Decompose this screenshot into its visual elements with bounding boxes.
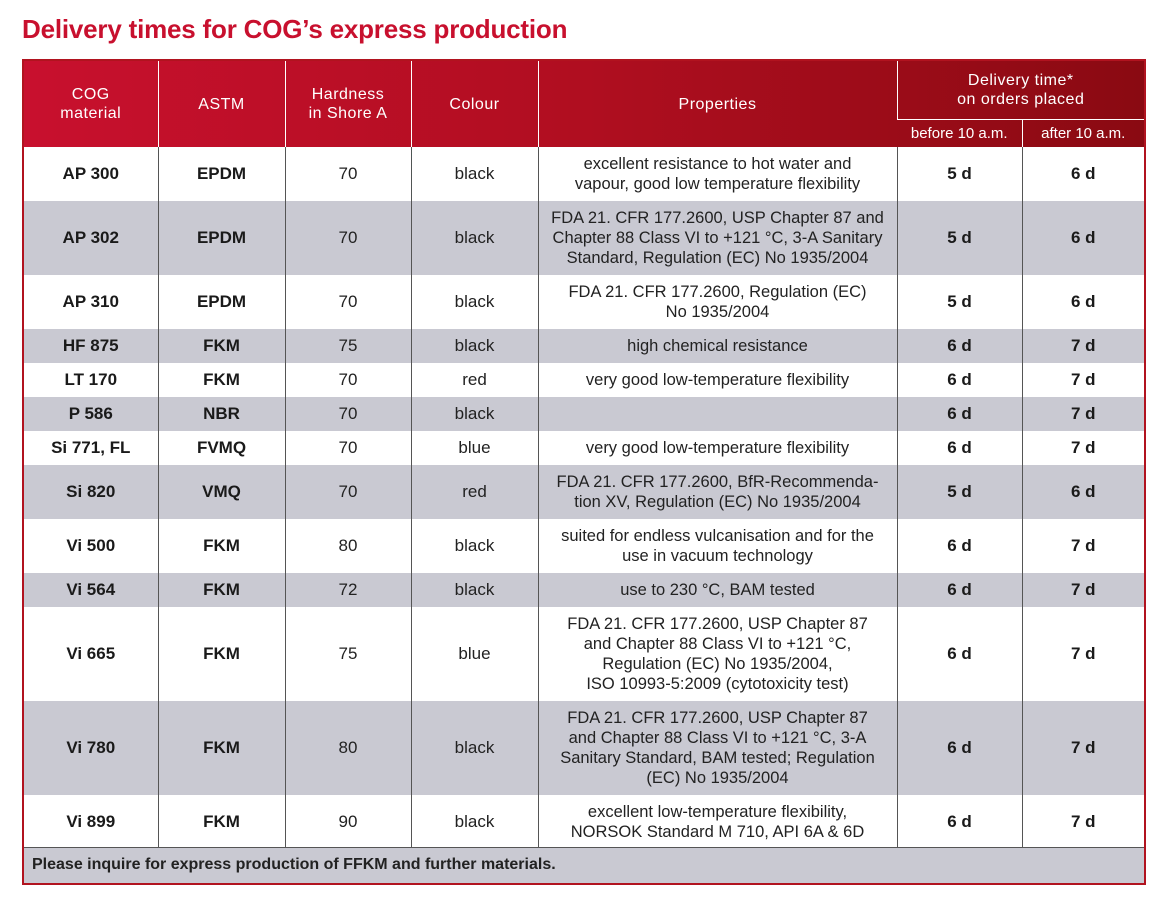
table-row (24, 275, 1144, 329)
hardness-cell: 72 (285, 573, 411, 607)
material-cell: LT 170 (24, 363, 158, 397)
header-hardness: Hardness in Shore A (285, 61, 411, 147)
hardness-cell: 70 (285, 465, 411, 519)
properties-line: suited for endless vulcanisation and for the (561, 527, 874, 545)
colour-cell: black (411, 573, 538, 607)
delivery-after-cell: 7 d (1022, 431, 1144, 465)
properties-line: very good low-temperature flexibility (585, 371, 850, 389)
delivery-before-cell: 6 d (897, 363, 1022, 397)
header-properties: Properties (538, 61, 897, 147)
colour-cell: black (411, 147, 538, 201)
header-row (24, 61, 1144, 119)
colour-cell: red (411, 465, 538, 519)
hardness-cell: 80 (285, 701, 411, 795)
hardness-cell: 80 (285, 519, 411, 573)
properties-line: (EC) No 1935/2004 (646, 769, 789, 787)
properties-cell (538, 701, 897, 795)
material-cell: Vi 665 (24, 607, 158, 701)
properties-line: tion XV, Regulation (EC) No 1935/2004 (574, 493, 861, 511)
material-cell: Vi 780 (24, 701, 158, 795)
delivery-before-cell: 6 d (897, 701, 1022, 795)
header-astm: ASTM (158, 61, 285, 147)
hardness-cell: 70 (285, 431, 411, 465)
astm-cell: EPDM (158, 275, 285, 329)
hardness-cell: 70 (285, 275, 411, 329)
material-cell: HF 875 (24, 329, 158, 363)
properties-cell (538, 465, 897, 519)
colour-cell: black (411, 397, 538, 431)
delivery-after-cell: 7 d (1022, 363, 1144, 397)
astm-cell: EPDM (158, 201, 285, 275)
material-cell: Vi 500 (24, 519, 158, 573)
colour-cell: black (411, 275, 538, 329)
delivery-before-cell: 6 d (897, 431, 1022, 465)
delivery-table (24, 61, 1144, 849)
properties-cell (538, 201, 897, 275)
delivery-before-cell: 6 d (897, 519, 1022, 573)
delivery-after-cell: 6 d (1022, 201, 1144, 275)
delivery-after-cell: 6 d (1022, 275, 1144, 329)
astm-cell: FKM (158, 573, 285, 607)
delivery-before-cell: 6 d (897, 329, 1022, 363)
header-material: COG material (60, 86, 122, 122)
hardness-cell: 90 (285, 795, 411, 849)
properties-line: FDA 21. CFR 177.2600, USP Chapter 87 (567, 709, 868, 727)
colour-cell: blue (411, 607, 538, 701)
delivery-before-cell: 5 d (897, 147, 1022, 201)
table-row (24, 201, 1144, 275)
hardness-cell: 70 (285, 397, 411, 431)
hardness-cell: 75 (285, 329, 411, 363)
properties-line: NORSOK Standard M 710, API 6A & 6D (570, 823, 865, 841)
footer-note: Please inquire for express production of FFKM and further materials. (24, 847, 1144, 883)
table-body (24, 147, 1144, 849)
astm-cell: VMQ (158, 465, 285, 519)
properties-line: FDA 21. CFR 177.2600, USP Chapter 87 (567, 615, 868, 633)
page-title: Delivery times for COG’s express production (22, 14, 568, 44)
delivery-before-cell: 5 d (897, 275, 1022, 329)
delivery-after-cell: 6 d (1022, 465, 1144, 519)
astm-cell: FKM (158, 519, 285, 573)
table-row (24, 397, 1144, 431)
table-row (24, 607, 1144, 701)
delivery-after-cell: 7 d (1022, 329, 1144, 363)
astm-cell: FKM (158, 701, 285, 795)
material-cell: Vi 564 (24, 573, 158, 607)
delivery-after-cell: 7 d (1022, 607, 1144, 701)
material-cell: P 586 (24, 397, 158, 431)
header-delivery-time: Delivery time* on orders placed (897, 61, 1144, 119)
properties-cell (538, 329, 897, 363)
properties-line: vapour, good low temperature flexibility (574, 175, 861, 193)
properties-cell (538, 147, 897, 201)
material-cell: AP 310 (24, 275, 158, 329)
table-row (24, 329, 1144, 363)
properties-line: No 1935/2004 (665, 303, 770, 321)
properties-line: excellent resistance to hot water and (583, 155, 852, 173)
properties-cell (538, 363, 897, 397)
header-before: before 10 a.m. (897, 119, 1022, 147)
delivery-before-cell: 6 d (897, 573, 1022, 607)
material-cell: Vi 899 (24, 795, 158, 849)
hardness-cell: 75 (285, 607, 411, 701)
delivery-before-cell: 6 d (897, 607, 1022, 701)
delivery-before-cell: 5 d (897, 201, 1022, 275)
colour-cell: black (411, 795, 538, 849)
colour-cell: blue (411, 431, 538, 465)
astm-cell: FKM (158, 795, 285, 849)
properties-line: FDA 21. CFR 177.2600, USP Chapter 87 and (551, 209, 884, 227)
properties-cell (538, 573, 897, 607)
table-row (24, 701, 1144, 795)
properties-cell (538, 607, 897, 701)
delivery-after-cell: 7 d (1022, 573, 1144, 607)
header-after: after 10 a.m. (1022, 119, 1144, 147)
properties-line: Sanitary Standard, BAM tested; Regulation (560, 749, 875, 767)
hardness-cell: 70 (285, 201, 411, 275)
delivery-after-cell: 7 d (1022, 397, 1144, 431)
astm-cell: FKM (158, 329, 285, 363)
delivery-before-cell: 5 d (897, 465, 1022, 519)
delivery-before-cell: 6 d (897, 795, 1022, 849)
properties-line: FDA 21. CFR 177.2600, BfR-Recommenda- (556, 473, 879, 491)
properties-line: ISO 10993-5:2009 (cytotoxicity test) (586, 675, 849, 693)
hardness-cell: 70 (285, 363, 411, 397)
colour-cell: red (411, 363, 538, 397)
properties-cell (538, 431, 897, 465)
colour-cell: black (411, 701, 538, 795)
table-row (24, 431, 1144, 465)
delivery-table-frame (22, 59, 1146, 885)
material-cell: AP 302 (24, 201, 158, 275)
hardness-cell: 70 (285, 147, 411, 201)
delivery-after-cell: 7 d (1022, 701, 1144, 795)
properties-line: high chemical resistance (627, 337, 808, 355)
table-row (24, 519, 1144, 573)
properties-cell (538, 397, 897, 431)
material-cell: AP 300 (24, 147, 158, 201)
properties-line: excellent low-temperature flexibility, (587, 803, 848, 821)
astm-cell: EPDM (158, 147, 285, 201)
properties-cell (538, 275, 897, 329)
astm-cell: NBR (158, 397, 285, 431)
table-row (24, 573, 1144, 607)
properties-line: and Chapter 88 Class VI to +121 °C, (583, 635, 852, 653)
table-row (24, 363, 1144, 397)
properties-line: and Chapter 88 Class VI to +121 °C, 3-A (568, 729, 867, 747)
properties-cell (538, 519, 897, 573)
properties-cell (538, 795, 897, 849)
properties-line: use in vacuum technology (622, 547, 813, 565)
delivery-after-cell: 7 d (1022, 519, 1144, 573)
table-row (24, 465, 1144, 519)
header-colour: Colour (411, 61, 538, 147)
delivery-before-cell: 6 d (897, 397, 1022, 431)
properties-line: use to 230 °C, BAM tested (620, 581, 815, 599)
properties-line: Chapter 88 Class VI to +121 °C, 3-A Sanitary (552, 229, 883, 247)
properties-line: Standard, Regulation (EC) No 1935/2004 (566, 249, 869, 267)
colour-cell: black (411, 329, 538, 363)
astm-cell: FKM (158, 363, 285, 397)
delivery-after-cell: 7 d (1022, 795, 1144, 849)
material-cell: Si 820 (24, 465, 158, 519)
properties-line: very good low-temperature flexibility (585, 439, 850, 457)
colour-cell: black (411, 519, 538, 573)
colour-cell: black (411, 201, 538, 275)
delivery-after-cell: 6 d (1022, 147, 1144, 201)
table-row (24, 147, 1144, 201)
material-cell: Si 771, FL (24, 431, 158, 465)
table-row (24, 795, 1144, 849)
properties-line: Regulation (EC) No 1935/2004, (602, 655, 833, 673)
properties-line: FDA 21. CFR 177.2600, Regulation (EC) (568, 283, 867, 301)
astm-cell: FKM (158, 607, 285, 701)
astm-cell: FVMQ (158, 431, 285, 465)
